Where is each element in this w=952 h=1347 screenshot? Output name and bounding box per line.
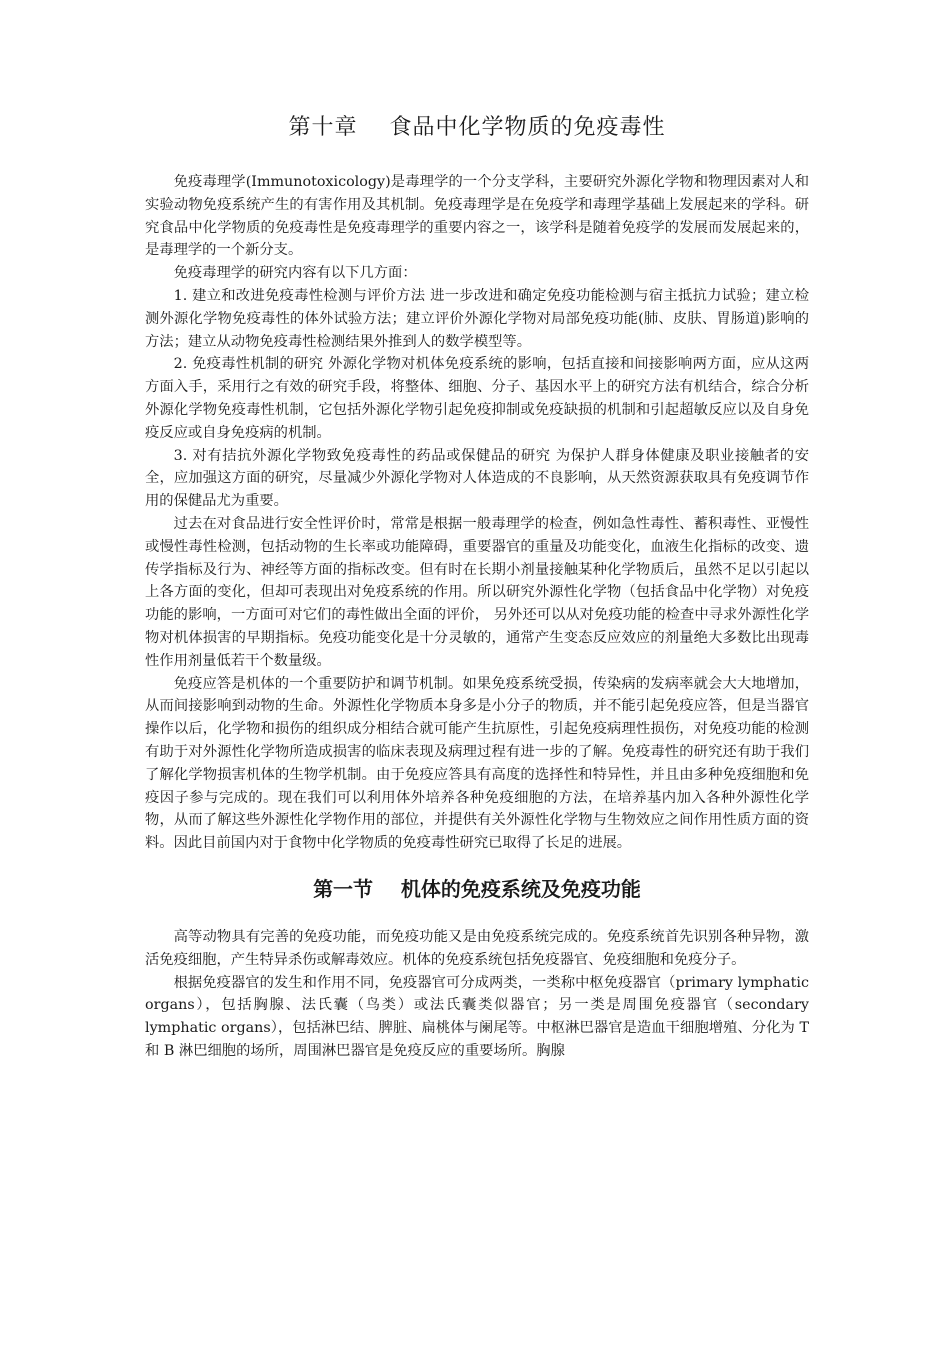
section-paragraph: 高等动物具有完善的免疫功能，而免疫功能又是由免疫系统完成的。免疫系统首先识别各种异物，激活免疫细胞，产生特异杀伤或解毒效应。机体的免疫系统包括免疫器官、免疫细胞和免疫分子。 [145, 928, 809, 968]
page-content [145, 112, 809, 1063]
section-paragraph: 根据免疫器官的发生和作用不同，免疫器官可分成两类，一类称中枢免疫器官（primary lymphatic organs），包括胸腺、法氏囊（鸟类）或法氏囊类似器官；另一类是周围免疫器官（secondary lymphatic organs），包括淋巴结、脾脏、扁桃体与阑尾等。中枢淋巴器官是造血干细胞增殖、分化为 T 和 B 淋巴细胞的场所，周围淋巴器官是免疫反应的重要场所。胸腺 [145, 974, 809, 1059]
chapter-title: 第十章 食品中化学物质的免疫毒性 [288, 115, 666, 140]
intro-paragraph: 3. 对有拮抗外源化学物致免疫毒性的药品或保健品的研究 为保护人群身体健康及职业接触者的安全，应加强这方面的研究，尽量减少外源化学物对人体造成的不良影响，从天然资源获取具有免疫调节作用的保健品尤为重要。 [145, 447, 809, 510]
intro-paragraph: 免疫毒理学的研究内容有以下几方面： [173, 265, 417, 282]
intro-paragraph: 免疫毒理学(Immunotoxicology)是毒理学的一个分支学科，主要研究外源化学物和物理因素对人和实验动物免疫系统产生的有害作用及其机制。免疫毒理学是在免疫学和毒理学基础上发展起来的学科。研究食品中化学物质的免疫毒性是免疫毒理学的重要内容之一，该学科是随着免疫学的发展而发展起来的，是毒理学的一个新分支。 [145, 174, 809, 259]
section-title: 第一节 机体的免疫系统及免疫功能 [313, 876, 641, 901]
intro-paragraph: 免疫应答是机体的一个重要防护和调节机制。如果免疫系统受损，传染病的发病率就会大大地增加，从而间接影响到动物的生命。外源性化学物质本身多是小分子的物质，并不能引起免疫应答，但是当器官操作以后，化学物和损伤的组织成分相结合就可能产生抗原性，引起免疫病理性损伤，对免疫功能的检测有助于对外源性化学物所造成损害的临床表现及病理过程有进一步的了解。免疫毒性的研究还有助于我们了解化学物损害机体的生物学机制。由于免疫应答具有高度的选择性和特异性，并且由多种免疫细胞和免疫因子参与完成的。现在我们可以利用体外培养各种免疫细胞的方法，在培养基内加入各种外源性化学物，从而了解这些外源性化学物作用的部位，并提供有关外源性化学物与生物效应之间作用性质方面的资料。因此目前国内对于食物中化学物质的免疫毒性研究已取得了长足的进展。 [145, 675, 809, 852]
intro-paragraph: 2. 免疫毒性机制的研究 外源化学物对机体免疫系统的影响，包括直接和间接影响两方面，应从这两方面入手，采用行之有效的研究手段，将整体、细胞、分子、基因水平上的研究方法有机结合，综合分析外源化学物免疫毒性机制，它包括外源化学物引起免疫抑制或免疫缺损的机制和引起超敏反应以及自身免疫反应或自身免疫病的机制。 [145, 356, 809, 441]
intro-paragraph: 过去在对食品进行安全性评价时，常常是根据一般毒理学的检查，例如急性毒性、蓄积毒性、亚慢性或慢性毒性检测，包括动物的生长率或功能障碍，重要器官的重量及功能变化，血液生化指标的改变、遗传学指标及行为、神经等方面的指标改变。但有时在长期小剂量接触某种化学物质后，虽然不足以引起以上各方面的变化，但却可表现出对免疫系统的作用。所以研究外源性化学物（包括食品中化学物）对免疫功能的影响，一方面可对它们的毒性做出全面的评价， 另外还可以从对免疫功能的检查中寻求外源性化学物对机体损害的早期指标。免疫功能变化是十分灵敏的，通常产生变态反应效应的剂量绝大多数比出现毒性作用剂量低若干个数量级。 [145, 515, 809, 669]
intro-paragraph: 1. 建立和改进免疫毒性检测与评价方法 进一步改进和确定免疫功能检测与宿主抵抗力试验；建立检测外源化学物免疫毒性的体外试验方法；建立评价外源化学物对局部免疫功能(肺、皮肤、胃肠道)影响的方法；建立从动物免疫毒性检测结果外推到人的数学模型等。 [145, 287, 809, 350]
